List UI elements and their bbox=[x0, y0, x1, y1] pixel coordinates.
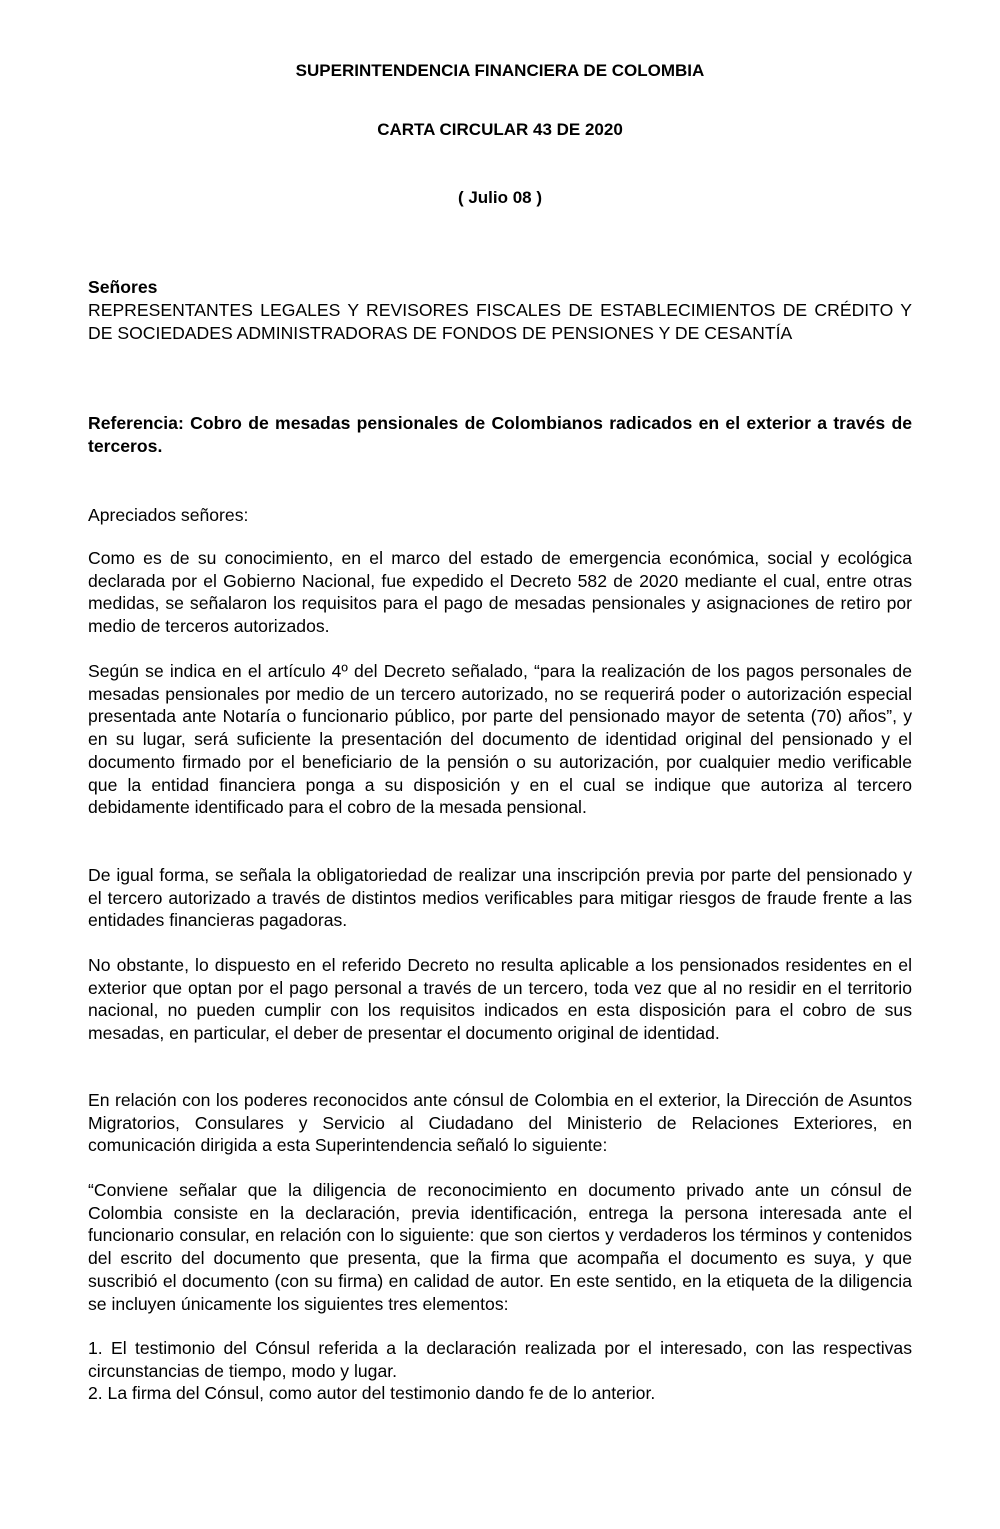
institution-title: SUPERINTENDENCIA FINANCIERA DE COLOMBIA bbox=[295, 61, 705, 80]
paragraph-2: Según se indica en el artículo 4º del Decreto señalado, “para la realización de los pagos personales de mesadas pensionales por medio de un tercero autorizado, no se requerirá poder o autorización especial presentada ante Notaría o funcionario público, por parte del pensionado mayor de setenta (70) años”, y en su lugar, será suficiente la presentación del documento de identidad original del pensionado y el documento firmado por el beneficiario de la pensión o su autorización, por cualquier medio verificable que la entidad financiera ponga a su disposición y en el cual se indique que autoriza al tercero debidamente identificado para el cobro de la mesada pensional. bbox=[88, 661, 912, 818]
list-item: 2. La firma del Cónsul, como autor del testimonio dando fe de lo anterior. bbox=[88, 1383, 656, 1403]
paragraph-5: En relación con los poderes reconocidos ante cónsul de Colombia en el exterior, la Dirección de Asuntos Migratorios, Consulares y Servicio al Ciudadano del Ministerio de Relaciones Exteriores, en comunicación dirigida a esta Superintendencia señaló lo siguiente: bbox=[88, 1090, 912, 1156]
circular-title: CARTA CIRCULAR 43 DE 2020 bbox=[377, 120, 623, 139]
circular-date: ( Julio 08 ) bbox=[457, 188, 543, 207]
paragraph-1: Como es de su conocimiento, en el marco del estado de emergencia económica, social y ecológica declarada por el Gobierno Nacional, fue expedido el Decreto 582 de 2020 mediante el cual, entre otras medidas, se señalaron los requisitos para el pago de mesadas pensionales y asignaciones de retiro por medio de terceros autorizados. bbox=[88, 548, 912, 637]
recipients: REPRESENTANTES LEGALES Y REVISORES FISCALES DE ESTABLECIMIENTOS DE CRÉDITO Y DE SOCIEDADES ADMINISTRADORAS DE FONDOS DE PENSIONES Y DE CESANTÍA bbox=[88, 300, 912, 343]
paragraph-3: De igual forma, se señala la obligatoriedad de realizar una inscripción previa por parte del pensionado y el tercero autorizado a través de distintos medios verificables para mitigar riesgos de fraude frente a las entidades financieras pagadoras. bbox=[88, 865, 912, 931]
salutation-title: Señores bbox=[88, 277, 158, 297]
paragraph-4: No obstante, lo dispuesto en el referido Decreto no resulta aplicable a los pensionados residentes en el exterior que optan por el pago personal a través de un tercero, toda vez que al no residir en el territorio nacional, no pueden cumplir con los requisitos indicados en esta disposición para el cobro de sus mesadas, en particular, el deber de presentar el documento original de identidad. bbox=[88, 955, 912, 1044]
paragraph-6-quote: “Conviene señalar que la diligencia de reconocimiento en documento privado ante un cónsul de Colombia consiste en la declaración, previa identificación, entrega la persona interesada ante el funcionario consular, en relación con lo siguiente: que son ciertos y verdaderos los términos y contenidos del escrito del documento que presenta, que la firma que acompaña el documento es suya, y que suscribió el documento (con su firma) en calidad de autor. En este sentido, en la etiqueta de la diligencia se incluyen únicamente los siguientes tres elementos: bbox=[88, 1180, 912, 1314]
greeting: Apreciados señores: bbox=[88, 505, 249, 525]
list-item: 1. El testimonio del Cónsul referida a la declaración realizada por el interesado, con las respectivas circunstancias de tiempo, modo y lugar. bbox=[88, 1338, 912, 1381]
reference-line: Referencia: Cobro de mesadas pensionales de Colombianos radicados en el exterior a través de terceros. bbox=[88, 413, 912, 456]
